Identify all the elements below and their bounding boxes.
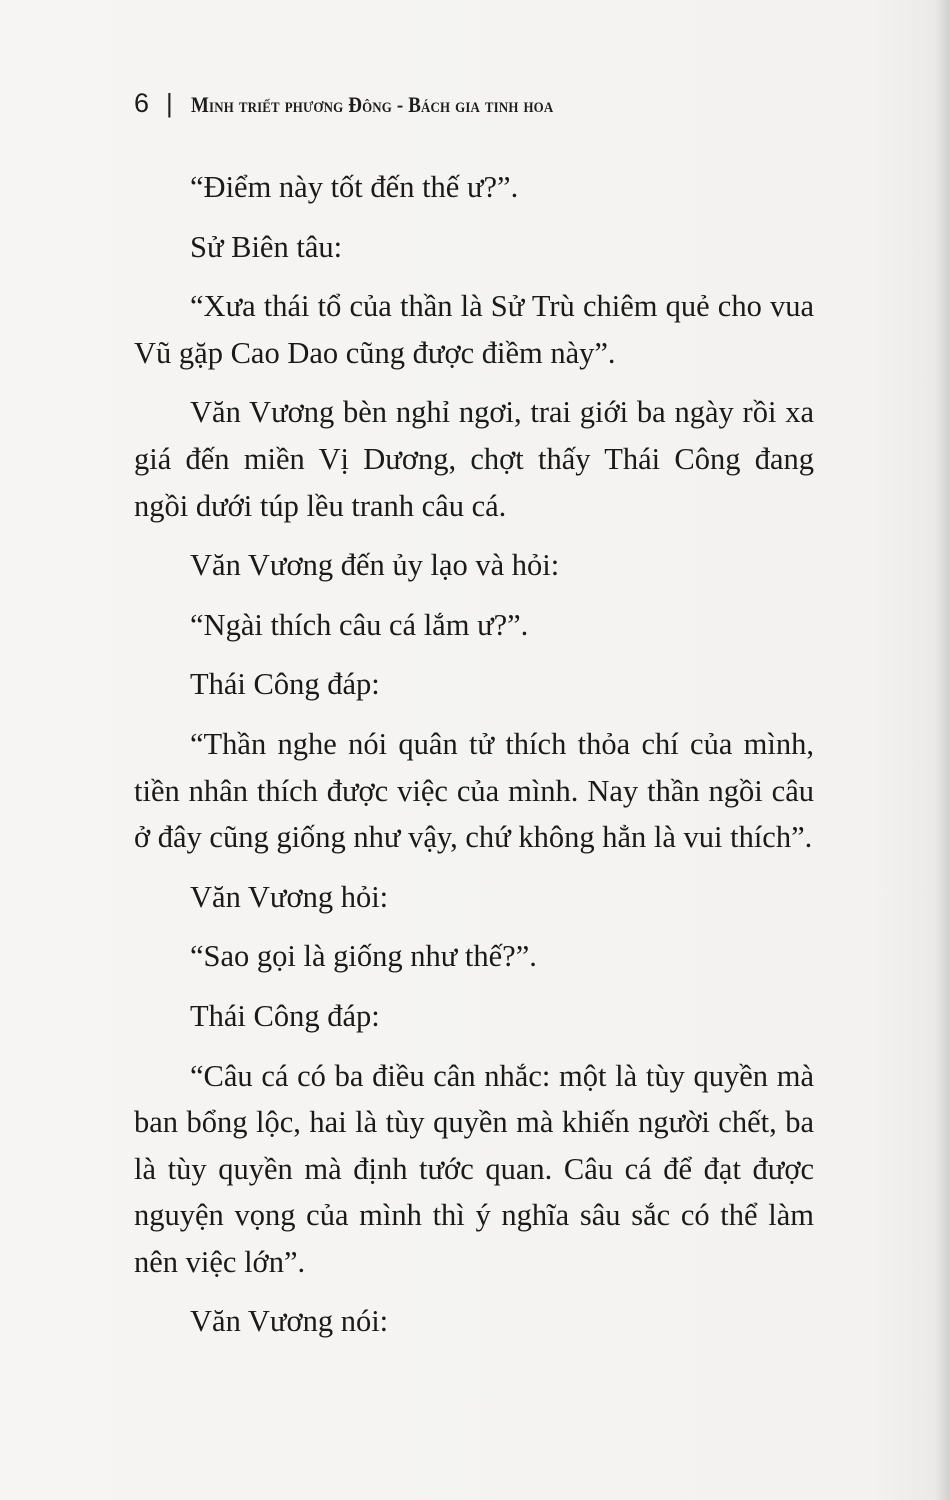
paragraph: “Câu cá có ba điều cân nhắc: một là tùy quyền mà ban bổng lộc, hai là tùy quyền mà khiến người chết, ba là tùy quyền mà định tước quan. Câu cá để đạt được nguyện vọng của mình thì ý nghĩa sâu sắc có thể làm nên việc lớn”. bbox=[134, 1058, 814, 1279]
page-edge-shadow bbox=[935, 0, 949, 1500]
paragraph: “Thần nghe nói quân tử thích thỏa chí của mình, tiền nhân thích được việc của mình. Nay thần ngồi câu ở đây cũng giống như vậy, chứ không hẳn là vui thích”. bbox=[134, 726, 814, 855]
page-number: 6 bbox=[134, 88, 150, 118]
header-separator: | bbox=[166, 88, 173, 118]
book-title: Minh triết phương Đông - Bách gia tinh hoa bbox=[190, 92, 554, 117]
paragraph: Văn Vương nói: bbox=[190, 1304, 389, 1339]
paragraph: “Xưa thái tổ của thần là Sử Trù chiêm quẻ cho vua Vũ gặp Cao Dao cũng được điềm này”. bbox=[134, 289, 814, 370]
paragraph: Văn Vương bèn nghỉ ngơi, trai giới ba ngày rồi xa giá đến miền Vị Dương, chợt thấy Thái Công đang ngồi dưới túp lều tranh câu cá. bbox=[134, 395, 814, 523]
paragraph: Sử Biên tâu: bbox=[190, 229, 343, 264]
paragraph: Văn Vương hỏi: bbox=[190, 879, 389, 914]
paragraph: Thái Công đáp: bbox=[190, 998, 380, 1033]
paragraph: Văn Vương đến ủy lạo và hỏi: bbox=[190, 548, 560, 583]
paragraph: “Sao gọi là giống như thế?”. bbox=[190, 939, 537, 974]
paragraph: “Ngài thích câu cá lắm ư?”. bbox=[190, 607, 529, 642]
paragraph: Thái Công đáp: bbox=[190, 667, 380, 702]
body-text bbox=[134, 164, 814, 1358]
running-header bbox=[134, 88, 612, 119]
paragraph: “Điểm này tốt đến thế ư?”. bbox=[190, 170, 519, 204]
